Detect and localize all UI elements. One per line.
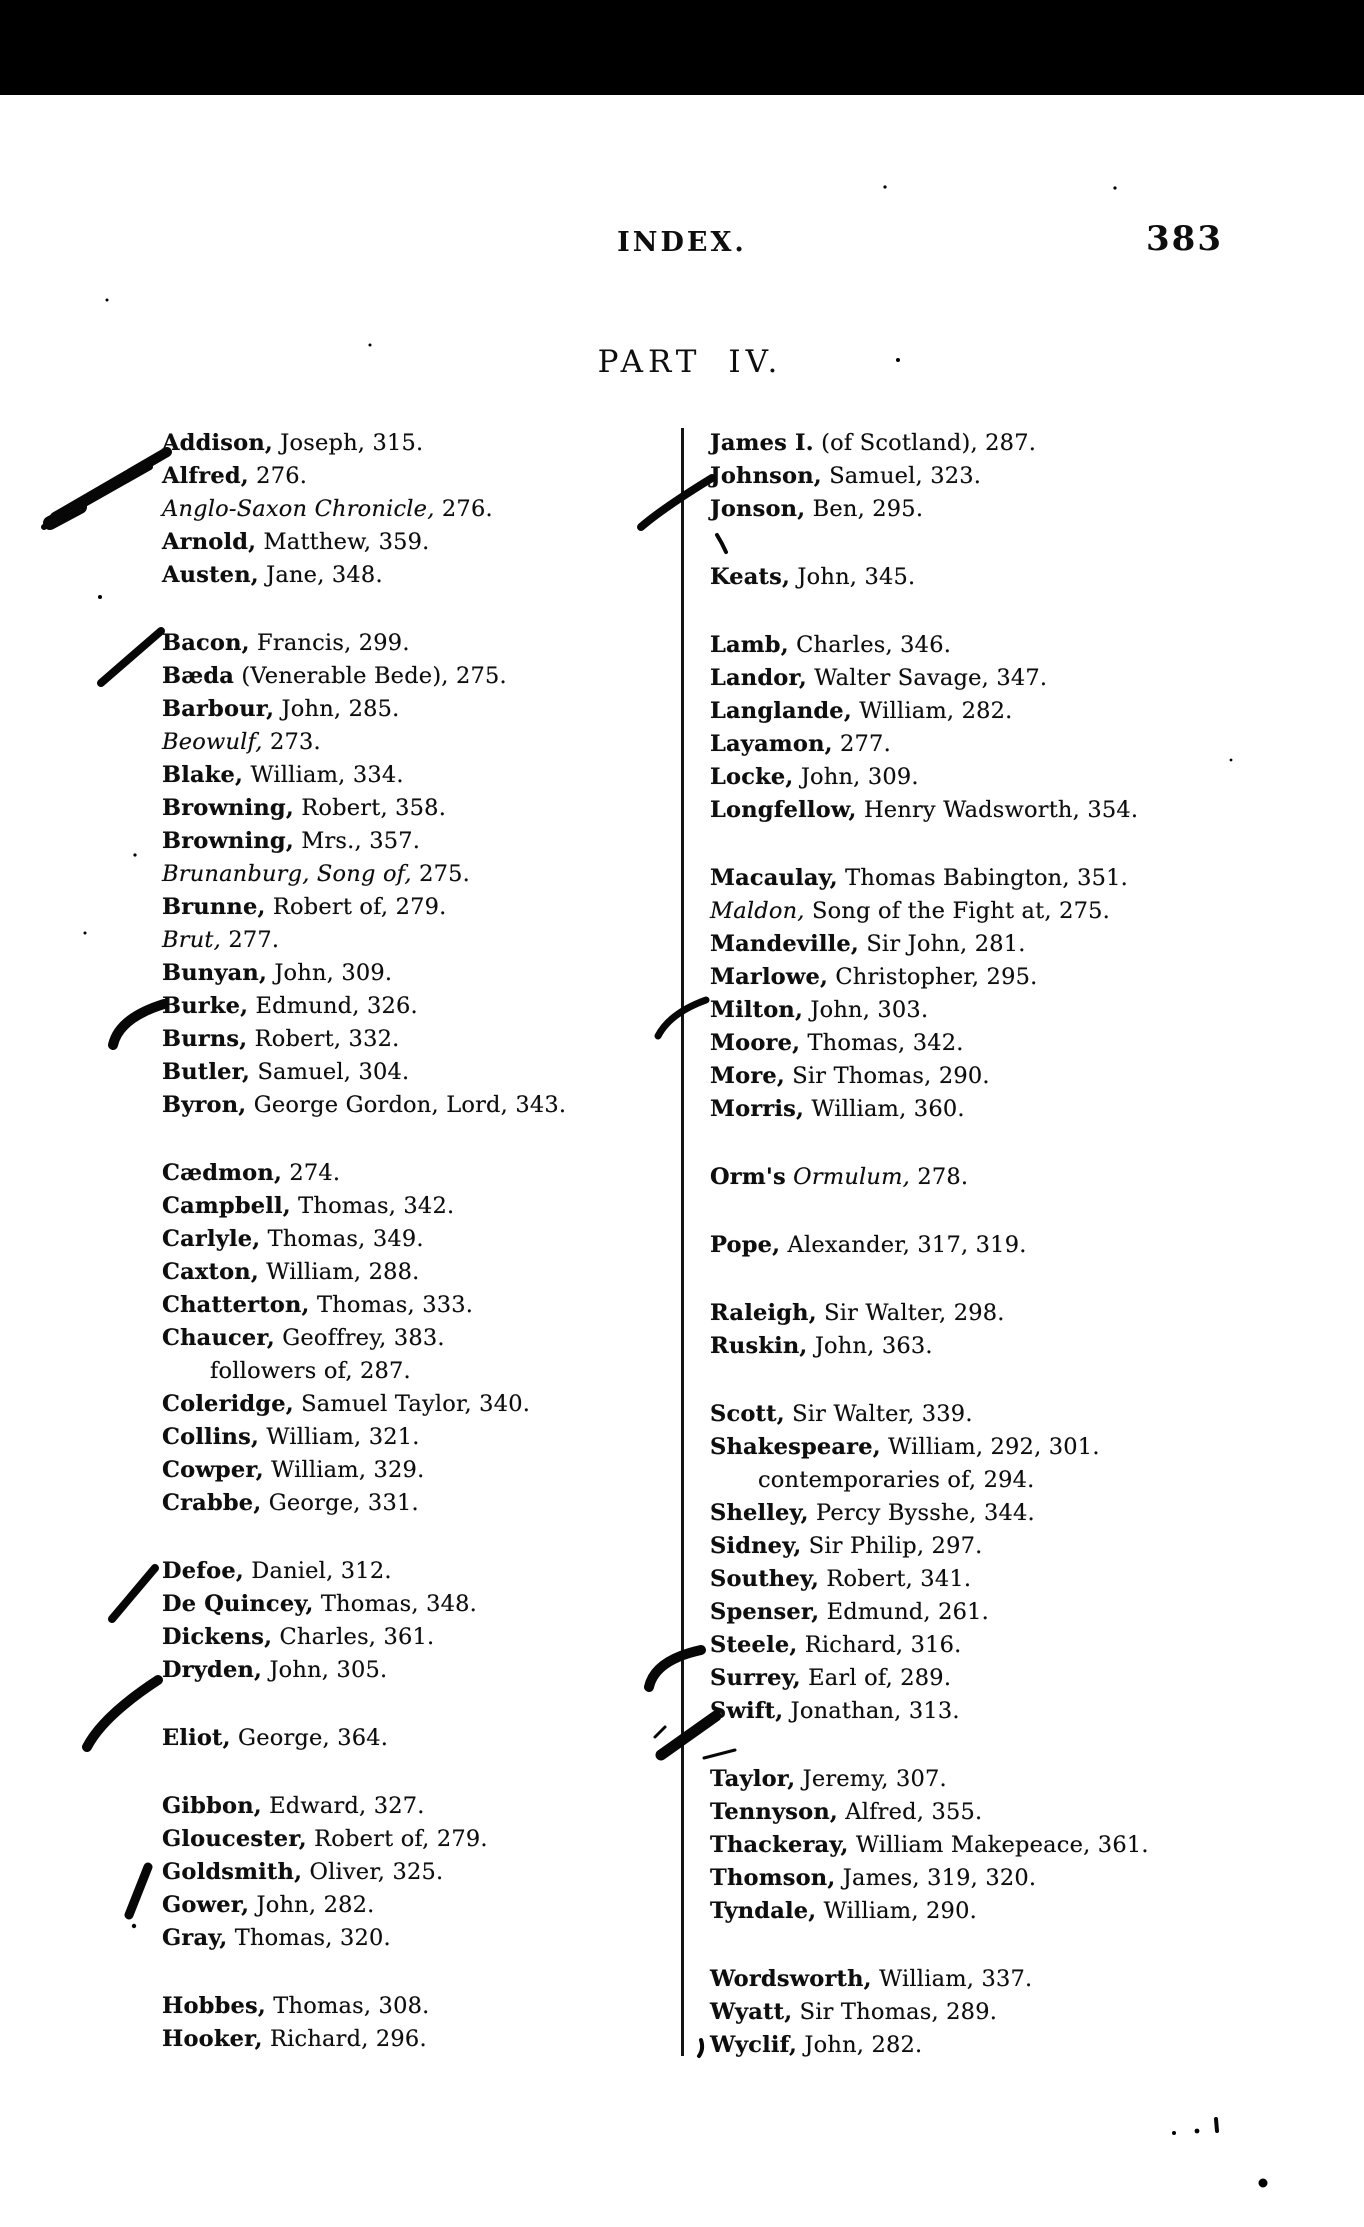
index-group: [710, 862, 1235, 1126]
pen-mark-alfred: [44, 452, 167, 527]
index-entry: Hobbes, Thomas, 308.: [162, 1993, 430, 2019]
index-entry: Austen, Jane, 348.: [162, 562, 383, 588]
index-entry: Brunne, Robert of, 279.: [162, 894, 447, 920]
index-entry: Dickens, Charles, 361.: [162, 1624, 435, 1650]
index-entry: Browning, Mrs., 357.: [162, 828, 421, 854]
page-title: INDEX.: [617, 227, 747, 258]
index-column-left: [162, 427, 687, 2091]
page-number: 383: [1146, 219, 1223, 259]
index-entry: Cowper, William, 329.: [162, 1457, 425, 1483]
index-entry: Dryden, John, 305.: [162, 1657, 388, 1683]
index-entry: Ruskin, John, 363.: [710, 1333, 933, 1359]
index-entry: Arnold, Matthew, 359.: [162, 529, 430, 555]
index-entry: Defoe, Daniel, 312.: [162, 1558, 392, 1584]
index-entry: Swift, Jonathan, 313.: [710, 1698, 960, 1724]
index-entry: Burns, Robert, 332.: [162, 1026, 400, 1052]
index-entry: Maldon, Song of the Fight at, 275.: [710, 898, 1110, 924]
index-entry: Moore, Thomas, 342.: [710, 1030, 964, 1056]
index-entry: Campbell, Thomas, 342.: [162, 1193, 455, 1219]
index-group: [162, 1157, 687, 1520]
index-entry: Shakespeare, William, 292, 301.: [710, 1434, 1100, 1460]
index-entry: Blake, William, 334.: [162, 762, 404, 788]
index-entry: Bacon, Francis, 299.: [162, 630, 410, 656]
index-entry: Bunyan, John, 309.: [162, 960, 393, 986]
pen-mark-burke: [113, 1004, 164, 1045]
index-entry: Wyclif, John, 282.: [710, 2032, 923, 2058]
index-entry: Anglo-Saxon Chronicle, 276.: [162, 496, 493, 522]
index-entry: Macaulay, Thomas Babington, 351.: [710, 865, 1128, 891]
index-entry: Eliot, George, 364.: [162, 1725, 389, 1751]
index-subentry: contemporaries of, 294.: [758, 1467, 1035, 1493]
index-entry: Johnson, Samuel, 323.: [710, 463, 982, 489]
index-entry: Cædmon, 274.: [162, 1160, 341, 1186]
index-group: [710, 1963, 1235, 2062]
index-entry: Morris, William, 360.: [710, 1096, 965, 1122]
index-entry: Beowulf, 273.: [162, 729, 321, 755]
index-entry: Crabbe, George, 331.: [162, 1490, 419, 1516]
index-entry: Keats, John, 345.: [710, 564, 916, 590]
index-entry: James I. (of Scotland), 287.: [710, 430, 1037, 456]
index-entry: Thomson, James, 319, 320.: [710, 1865, 1037, 1891]
index-entry: Burke, Edmund, 326.: [162, 993, 418, 1019]
index-entry: More, Sir Thomas, 290.: [710, 1063, 990, 1089]
index-entry: Spenser, Edmund, 261.: [710, 1599, 989, 1625]
index-entry: Barbour, John, 285.: [162, 696, 400, 722]
index-entry: Surrey, Earl of, 289.: [710, 1665, 952, 1691]
index-entry: Scott, Sir Walter, 339.: [710, 1401, 973, 1427]
index-entry: Wordsworth, William, 337.: [710, 1966, 1033, 1992]
index-entry: Jonson, Ben, 295.: [710, 496, 924, 522]
index-group: [162, 1555, 687, 1687]
index-entry: Thackeray, William Makepeace, 361.: [710, 1832, 1149, 1858]
index-entry: Sidney, Sir Philip, 297.: [710, 1533, 983, 1559]
index-group: [710, 427, 1235, 526]
index-group: [710, 1398, 1235, 1728]
index-entry: Bæda (Venerable Bede), 275.: [162, 663, 507, 689]
index-entry: Marlowe, Christopher, 295.: [710, 964, 1038, 990]
index-entry: Longfellow, Henry Wadsworth, 354.: [710, 797, 1139, 823]
index-group: [710, 1297, 1235, 1363]
index-entry: Hooker, Richard, 296.: [162, 2026, 427, 2052]
index-entry: Pope, Alexander, 317, 319.: [710, 1232, 1027, 1258]
pen-mark-goldsmith: [129, 1867, 148, 1928]
index-entry: Gibbon, Edward, 327.: [162, 1793, 425, 1819]
index-entry: Browning, Robert, 358.: [162, 795, 447, 821]
index-entry: Gray, Thomas, 320.: [162, 1925, 391, 1951]
index-entry: Carlyle, Thomas, 349.: [162, 1226, 424, 1252]
index-entry: Shelley, Percy Bysshe, 344.: [710, 1500, 1035, 1526]
index-entry: Gower, John, 282.: [162, 1892, 375, 1918]
index-group: [162, 427, 687, 592]
index-group: [710, 561, 1235, 594]
index-entry: Landor, Walter Savage, 347.: [710, 665, 1048, 691]
index-group: [162, 1722, 687, 1755]
section-title: PART IV.: [597, 344, 783, 380]
index-entry: Raleigh, Sir Walter, 298.: [710, 1300, 1005, 1326]
index-entry: Locke, John, 309.: [710, 764, 919, 790]
index-entry: Collins, William, 321.: [162, 1424, 420, 1450]
index-entry: Butler, Samuel, 304.: [162, 1059, 410, 1085]
index-group: [710, 1161, 1235, 1194]
index-entry: Lamb, Charles, 346.: [710, 632, 952, 658]
index-entry: Wyatt, Sir Thomas, 289.: [710, 1999, 998, 2025]
pen-mark-bacon: [101, 631, 161, 683]
index-group: [162, 1990, 687, 2056]
index-entry: Steele, Richard, 316.: [710, 1632, 962, 1658]
index-group: [162, 1790, 687, 1955]
index-group: [162, 627, 687, 1122]
index-entry: Southey, Robert, 341.: [710, 1566, 972, 1592]
index-entry: Tyndale, William, 290.: [710, 1898, 977, 1924]
pen-mark-wyclif-comma: [699, 2040, 702, 2056]
index-entry: Coleridge, Samuel Taylor, 340.: [162, 1391, 531, 1417]
index-entry: Brunanburg, Song of, 275.: [162, 861, 471, 887]
index-entry: Gloucester, Robert of, 279.: [162, 1826, 488, 1852]
index-entry: De Quincey, Thomas, 348.: [162, 1591, 477, 1617]
index-entry: Caxton, William, 288.: [162, 1259, 420, 1285]
index-group: [710, 1229, 1235, 1262]
index-entry: Orm's Ormulum, 278.: [710, 1164, 969, 1190]
index-group: [710, 629, 1235, 827]
index-group: [710, 1763, 1235, 1928]
index-entry: Mandeville, Sir John, 281.: [710, 931, 1026, 957]
index-entry: Layamon, 277.: [710, 731, 891, 757]
index-entry: Taylor, Jeremy, 307.: [710, 1766, 947, 1792]
index-entry: Byron, George Gordon, Lord, 343.: [162, 1092, 567, 1118]
index-entry: Goldsmith, Oliver, 325.: [162, 1859, 444, 1885]
index-subentry: followers of, 287.: [210, 1358, 411, 1384]
index-entry: Alfred, 276.: [162, 463, 308, 489]
index-column-right: [710, 427, 1235, 2097]
index-entry: Chaucer, Geoffrey, 383.: [162, 1325, 445, 1351]
index-entry: Milton, John, 303.: [710, 997, 929, 1023]
index-entry: Chatterton, Thomas, 333.: [162, 1292, 474, 1318]
index-entry: Langlande, William, 282.: [710, 698, 1013, 724]
index-entry: Brut, 277.: [162, 927, 280, 953]
scan-speck-tick: [1216, 2119, 1217, 2131]
index-entry: Tennyson, Alfred, 355.: [710, 1799, 983, 1825]
scan-artifact-top-band: [0, 0, 1364, 95]
index-entry: Addison, Joseph, 315.: [162, 430, 424, 456]
pen-mark-defoe: [112, 1568, 155, 1619]
pen-mark-dryden: [87, 1680, 158, 1747]
